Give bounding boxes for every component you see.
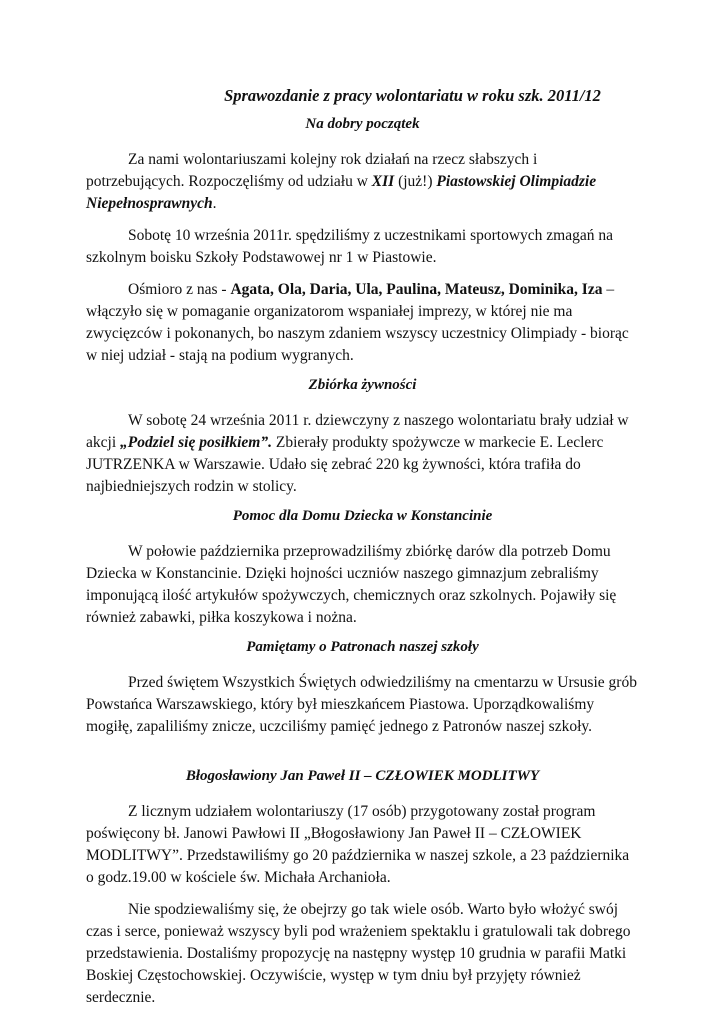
- section-heading: Zbiórka żywności: [308, 377, 417, 393]
- section-heading: Na dobry początek: [305, 116, 420, 132]
- text-run: – włączyło się w pomaganie organizatorom wspaniałej imprezy, w której nie ma zwycięzców i pokonanych, bo naszym zdaniem wszyscy uczestnicy Olimpiady - biorąc w niej udział - stają na podium wygranych.: [86, 281, 629, 364]
- paragraph: Nie spodziewaliśmy się, że obejrzy go tak wiele osób. Warto było włożyć swój czas i serce, ponieważ wszyscy byli pod wrażeniem spektaklu i gratulowali tak dobrego przedstawienia. Dostaliśmy propozycję na następny występ 10 grudnia w parafii Matki Boskiej Częstochowskiej. Oczywiście, występ w tym dniu był przyjęty również serdecznie.: [86, 901, 631, 1006]
- section-heading: Błogosławiony Jan Paweł II – CZŁOWIEK MODLITWY: [185, 768, 540, 784]
- bold-italic-text: Piastowskiej Olimpiadzie Niepełnosprawnych: [86, 173, 597, 212]
- section-good-start: [86, 116, 639, 367]
- section-orphanage-help: [86, 508, 639, 629]
- text-run: W sobotę 24 września 2011 r. dziewczyny z naszego wolontariatu brały udział w akcji: [86, 412, 629, 451]
- section-patrons: [86, 639, 639, 738]
- paragraph: Sobotę 10 września 2011r. spędziliśmy z uczestnikami sportowych zmagań na szkolnym boisku Szkoły Podstawowej nr 1 w Piastowie.: [86, 227, 613, 266]
- section-john-paul: [86, 768, 639, 1009]
- paragraph: [86, 410, 639, 498]
- text-run: Zbierały produkty spożywcze w markecie E. Leclerc JUTRZENKA w Warszawie. Udało się zebrać 220 kg żywności, która trafiła do najbiedniejszych rodzin w stolicy.: [86, 434, 604, 495]
- paragraph: [86, 279, 639, 367]
- paragraph: [86, 149, 639, 215]
- paragraph: W połowie października przeprowadziliśmy zbiórkę darów dla potrzeb Domu Dziecka w Konstancinie. Dzięki hojności uczniów naszego gimnazjum zebraliśmy imponującą ilość artykułów spożywczych, chemicznych oraz szkolnych. Pojawiły się również zabawki, piłka koszykowa i nożna.: [86, 543, 617, 626]
- text-run: (już!): [394, 173, 437, 190]
- paragraph: Z licznym udziałem wolontariuszy (17 osób) przygotowany został program poświęcony bł. Janowi Pawłowi II „Błogosławiony Jan Paweł II – CZŁOWIEK MODLITWY”. Przedstawiliśmy go 20 października w naszej szkole, a 23 października o godz.19.00 w kościele św. Michała Archanioła.: [86, 803, 630, 886]
- text-run: .: [212, 195, 217, 212]
- action-name: „Podziel się posiłkiem”.: [120, 434, 272, 451]
- section-heading: Pamiętamy o Patronach naszej szkoły: [246, 639, 479, 655]
- volunteer-names: Agata, Ola, Daria, Ula, Paulina, Mateusz, Dominika, Iza: [230, 281, 603, 298]
- section-food-collection: [86, 377, 639, 498]
- paragraph: Przed świętem Wszystkich Świętych odwiedziliśmy na cmentarzu w Ursusie grób Powstańca Warszawskiego, który był mieszkańcem Piastowa. Uporządkowaliśmy mogiłę, zapaliliśmy znicze, uczciliśmy pamięć jednego z Patronów naszej szkoły.: [86, 674, 637, 735]
- text-run: Ośmioro z nas -: [128, 281, 231, 298]
- bold-italic-text: XII: [371, 173, 395, 190]
- document-title: Sprawozdanie z pracy wolontariatu w roku szk. 2011/12: [224, 86, 601, 105]
- section-heading: Pomoc dla Domu Dziecka w Konstancinie: [232, 508, 493, 524]
- text-run: Za nami wolontariuszami kolejny rok działań na rzecz słabszych i potrzebujących. Rozpoczęliśmy od udziału w: [86, 151, 538, 190]
